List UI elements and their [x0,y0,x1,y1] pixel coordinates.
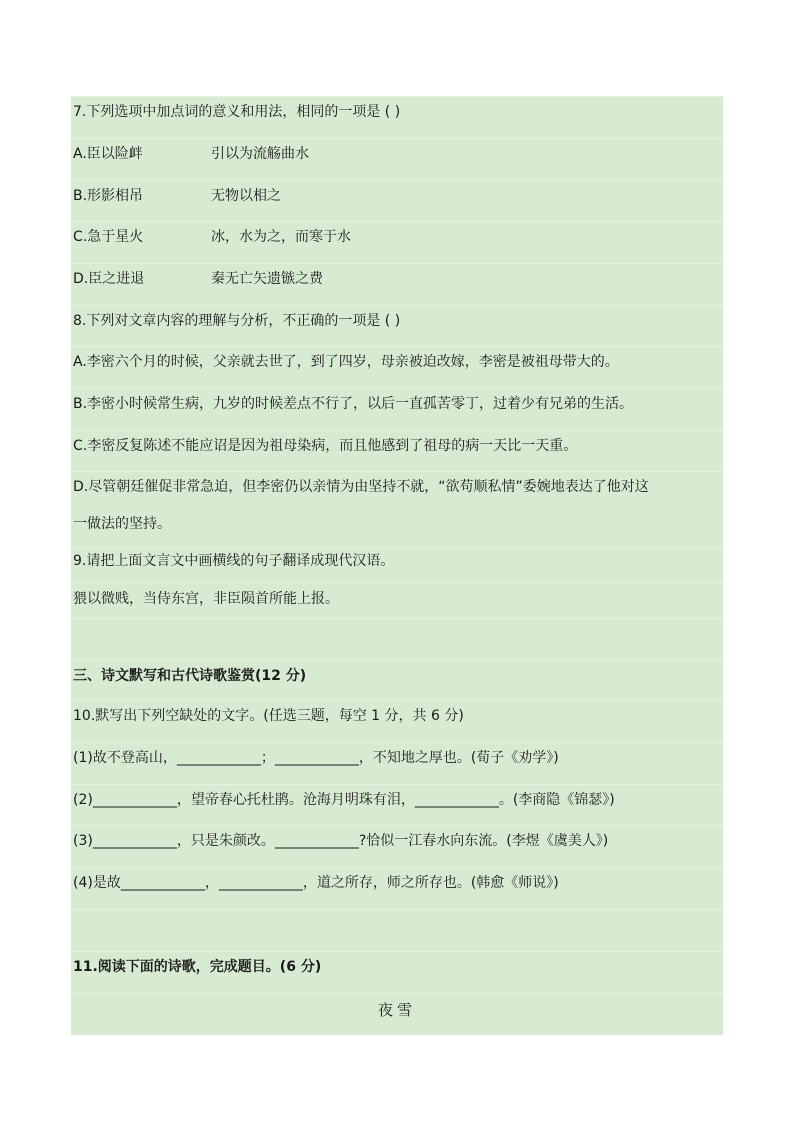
q7-option-b-right: 无物以相之 [211,188,281,204]
blank-row-2 [71,909,723,951]
q8-option-d [71,471,723,547]
q7-option-a [71,138,723,180]
q11-poem-row [71,993,723,1035]
q10-stem: 10.默写出下列空缺处的文字。(任选三题，每空 1 分，共 6 分) [73,708,464,724]
q10-item-3 [71,825,723,867]
q9-sentence-row [71,582,723,618]
question-sheet [71,96,723,1035]
q7-option-a-right: 引以为流觞曲水 [211,146,309,162]
q10-item-2-text: (2)____________，望帝春心托杜鹃。沧海月明珠有泪，____________。(李商隐《锦瑟》) [73,792,615,808]
q10-item-2 [71,784,723,825]
q7-option-d-right: 秦无亡矢遗镞之费 [211,271,323,287]
blank-row [71,618,723,660]
q7-option-c-left: C.急于星火 [73,229,144,245]
q8-option-d-continuation: 一做法的坚持。 [73,516,171,532]
q8-option-a [71,346,723,388]
q7-option-b-left: B.形影相吊 [73,188,144,204]
q8-option-b-text: B.李密小时候常生病，九岁的时候差点不行了，以后一直孤苦零丁，过着少有兄弟的生活。 [73,396,634,412]
q9-sentence: 猥以微贱，当侍东宫，非臣陨首所能上报。 [73,591,339,607]
q8-stem: 8.下列对文章内容的理解与分析，不正确的一项是 ( ) [73,313,401,329]
q8-row [71,305,723,346]
q7-option-a-left: A.臣以险衅 [73,146,143,162]
q10-item-4 [71,867,723,909]
q7-option-c [71,221,723,263]
section3-row [71,660,723,700]
q11-row [71,951,723,993]
q7-option-c-right: 冰，水为之，而寒于水 [211,229,351,245]
q7-option-d-left: D.臣之进退 [73,271,145,287]
q8-option-a-text: A.李密六个月的时候，父亲就去世了，到了四岁，母亲被迫改嫁，李密是被祖母带大的。 [73,354,619,370]
q7-option-b [71,180,723,221]
q8-option-d-text: D.尽管朝廷催促非常急迫，但李密仍以亲情为由坚持不就，“欲苟顺私情”委婉地表达了他对这 [73,479,649,495]
q8-option-b [71,388,723,430]
q10-item-1-text: (1)故不登高山，____________；____________，不知地之厚也。(荀子《劝学》) [73,750,559,766]
q7-option-d [71,263,723,305]
q10-item-3-text: (3)____________，只是朱颜改。____________?恰似一江春水向东流。(李煜《虞美人》) [73,833,609,849]
q10-item-1 [71,742,723,784]
q9-row [71,547,723,582]
q7-stem: 7.下列选项中加点词的意义和用法，相同的一项是 ( ) [73,104,401,120]
section3-title: 三、诗文默写和古代诗歌鉴赏(12 分) [73,668,307,684]
q10-row [71,700,723,742]
q8-option-c [71,430,723,471]
q9-stem: 9.请把上面文言文中画横线的句子翻译成现代汉语。 [73,553,395,569]
q11-stem: 11.阅读下面的诗歌，完成题目。(6 分) [73,959,322,975]
q8-option-c-text: C.李密反复陈述不能应诏是因为祖母染病，而且他感到了祖母的病一天比一天重。 [73,438,578,454]
q7-row [71,96,723,138]
poem-title: 夜雪 [377,1001,416,1019]
q10-item-4-text: (4)是故____________，____________，道之所存，师之所存也。(韩愈《师说》) [73,875,559,891]
